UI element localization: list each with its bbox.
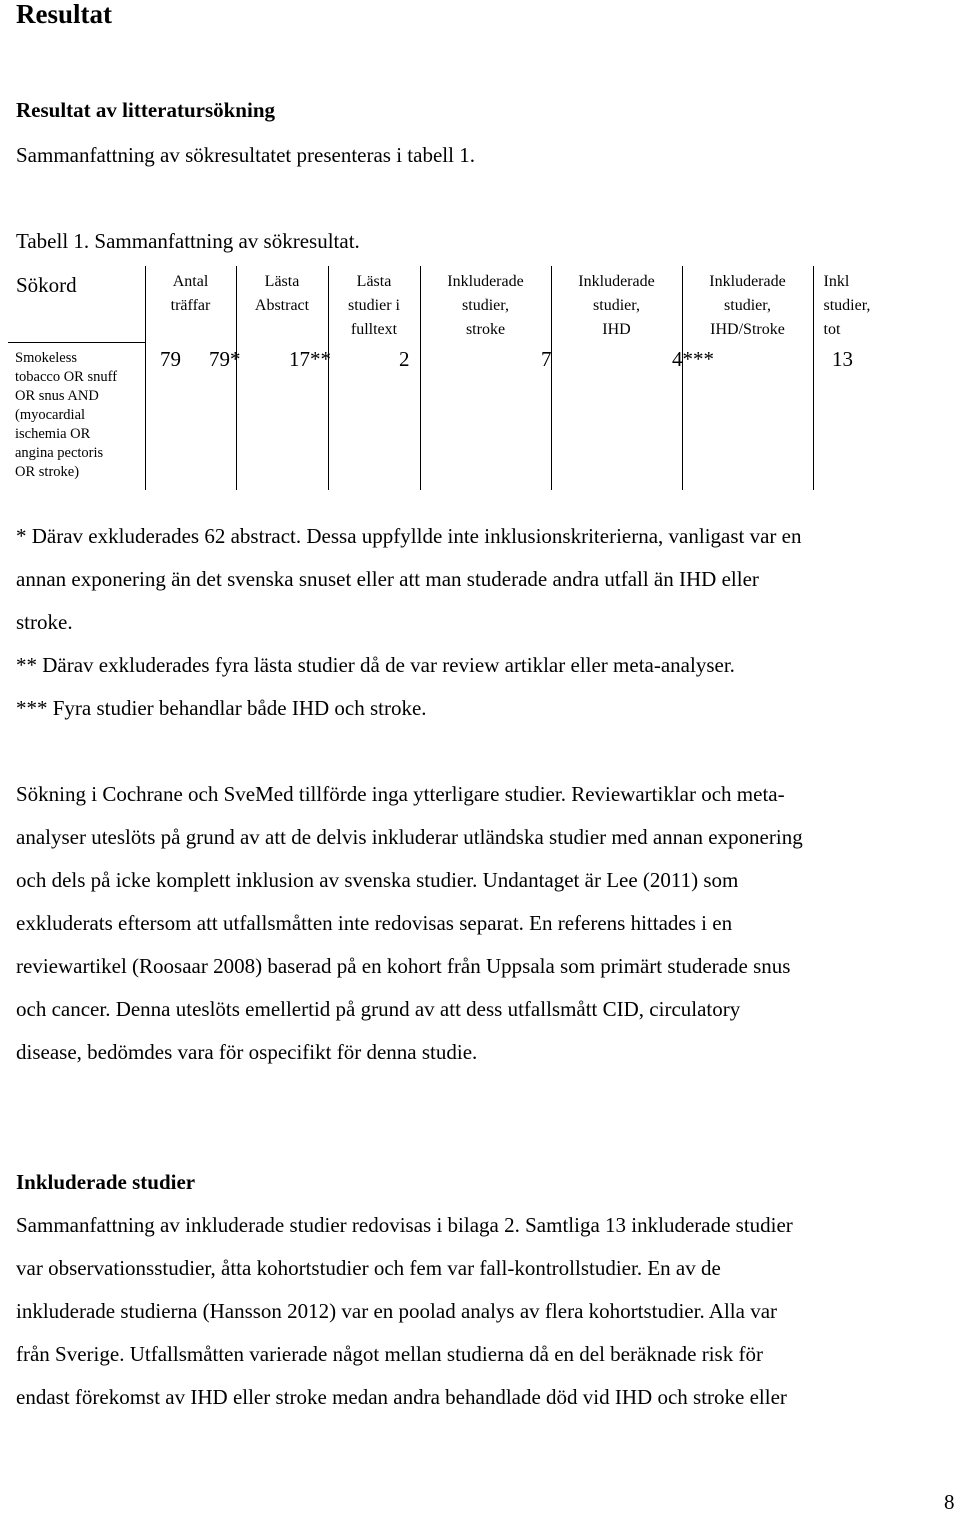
table-caption: Tabell 1. Sammanfattning av sökresultat. <box>16 229 360 253</box>
header-lasta-abstract: Lästa Abstract <box>236 266 328 343</box>
section-title-litteratursokning: Resultat av litteratursökning <box>16 98 275 122</box>
section-title-inkluderade-studier: Inkluderade studier <box>16 1170 196 1194</box>
paragraph-line: och cancer. Denna uteslöts emellertid på grund av att dess utfallsmått CID, circulatory <box>16 997 741 1021</box>
header-antal-traffar: Antal träffar <box>145 266 236 343</box>
paragraph-included-studies <box>16 1204 956 1419</box>
paragraph-line: inkluderade studierna (Hansson 2012) var en poolad analys av flera kohortstudier. Alla var <box>16 1299 778 1323</box>
cell-tot <box>813 343 915 491</box>
header-inkl-stroke: Inkluderade studier, stroke <box>420 266 551 343</box>
paragraph-search-additional <box>16 773 956 1074</box>
page-heading: Resultat <box>16 0 112 29</box>
value-inkl-stroke: 2 <box>399 347 410 371</box>
paragraph-line: endast förekomst av IHD eller stroke medan andra behandlade död vid IHD och stroke eller <box>16 1385 787 1409</box>
paragraph-line: Sammanfattning av inkluderade studier redovisas i bilaga 2. Samtliga 13 inkluderade studier <box>16 1213 793 1237</box>
paragraph-line: analyser uteslöts på grund av att de delvis inkluderar utländska studier med annan exponering <box>16 825 803 849</box>
value-lasta-fulltext: 17** <box>289 347 331 371</box>
paragraph-line: var observationsstudier, åtta kohortstudier och fem var fall-kontrollstudier. En av de <box>16 1256 721 1280</box>
value-inkl-ihd-stroke: 4*** <box>672 347 714 371</box>
footnote-1-line-2: annan exponering än det svenska snuset eller att man studerade andra utfall än IHD eller <box>16 567 759 591</box>
table-header-row <box>8 266 915 343</box>
paragraph-line: Sökning i Cochrane och SveMed tillförde inga ytterligare studier. Reviewartiklar och meta- <box>16 782 785 806</box>
value-inkl-tot: 13 <box>832 347 853 371</box>
footnote-3: *** Fyra studier behandlar både IHD och stroke. <box>16 696 427 720</box>
paragraph-line: exkluderats eftersom att utfallsmåtten inte redovisas separat. En referens hittades i en <box>16 911 733 935</box>
paragraph-line: reviewartikel (Roosaar 2008) baserad på en kohort från Uppsala som primärt studerade snus <box>16 954 791 978</box>
table-value-row <box>8 343 915 491</box>
cell-stroke <box>420 343 551 491</box>
page-number: 8 <box>944 1490 955 1514</box>
cell-ihd <box>551 343 682 491</box>
header-sokord: Sökord <box>8 266 145 343</box>
footnote-1-line-3: stroke. <box>16 610 73 634</box>
header-lasta-fulltext: Lästa studier i fulltext <box>328 266 420 343</box>
footnote-1-line-1: * Därav exkluderades 62 abstract. Dessa uppfyllde inte inklusionskriterierna, vanligast var en <box>16 524 802 548</box>
footnote-2: ** Därav exkluderades fyra lästa studier då de var review artiklar eller meta-analyser. <box>16 653 735 677</box>
header-inkl-ihd-stroke: Inkluderade studier, IHD/Stroke <box>682 266 813 343</box>
paragraph-line: disease, bedömdes vara för ospecifikt för denna studie. <box>16 1040 478 1064</box>
sokord-query: Smokeless tobacco OR snuff OR snus AND (myocardial ischemia OR angina pectoris OR stroke) <box>15 350 118 480</box>
value-antal-traffar: 79 <box>160 347 181 371</box>
paragraph-line: från Sverige. Utfallsmåtten varierade något mellan studierna då en del beräknade risk för <box>16 1342 763 1366</box>
header-inkl-tot: Inkl studier, tot <box>813 266 915 343</box>
value-inkl-ihd: 7 <box>541 347 552 371</box>
search-results-table <box>8 266 915 490</box>
header-inkl-ihd: Inkluderade studier, IHD <box>551 266 682 343</box>
footnotes <box>16 515 956 730</box>
paragraph-line: och dels på icke komplett inklusion av svenska studier. Undantaget är Lee (2011) som <box>16 868 739 892</box>
intro-text: Sammanfattning av sökresultatet presenteras i tabell 1. <box>16 143 475 167</box>
value-lasta-abstract: 79* <box>209 347 241 371</box>
